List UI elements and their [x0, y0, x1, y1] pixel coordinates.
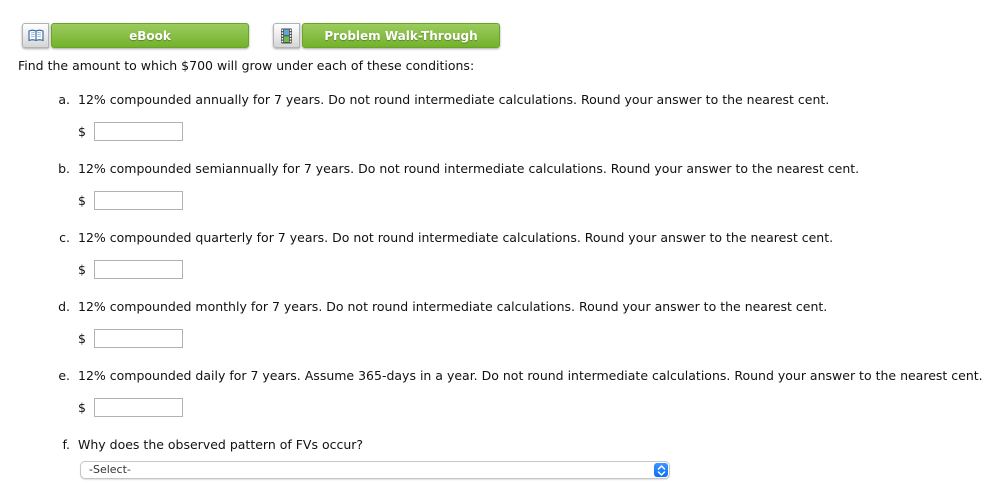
item-text: 12% compounded quarterly for 7 years. Do not round intermediate calculations. Round your answer to the nearest cent.	[78, 230, 834, 245]
dollar-sign: $	[78, 124, 86, 139]
ebook-button[interactable]	[22, 23, 249, 48]
dollar-sign: $	[78, 331, 86, 346]
open-book-icon	[22, 23, 49, 48]
problem-walkthrough-button[interactable]	[273, 23, 500, 48]
item-text: Why does the observed pattern of FVs occur?	[78, 437, 364, 452]
item-letter: a.	[58, 92, 70, 107]
dollar-sign: $	[78, 262, 86, 277]
item-letter: d.	[58, 299, 70, 314]
item-letter: b.	[58, 161, 70, 176]
answer-select-row	[80, 461, 670, 479]
item-text: 12% compounded annually for 7 years. Do not round intermediate calculations. Round your answer to the nearest cent.	[78, 92, 830, 107]
dollar-sign: $	[78, 193, 86, 208]
item-letter: c.	[59, 230, 70, 245]
item-letter: e.	[58, 368, 70, 383]
answer-input-e[interactable]	[94, 398, 183, 417]
toolbar	[22, 23, 1003, 48]
film-strip-icon	[273, 23, 300, 48]
answer-select-f[interactable]	[80, 461, 670, 479]
question-item-a	[55, 92, 1003, 141]
dollar-sign: $	[78, 400, 86, 415]
question-item-c	[55, 230, 1003, 279]
question-item-b	[55, 161, 1003, 210]
question-intro: Find the amount to which $700 will grow under each of these conditions:	[18, 58, 475, 73]
question-item-f	[55, 437, 1003, 479]
question-item-e	[55, 368, 1003, 417]
problem-walkthrough-button-label: Problem Walk-Through	[302, 23, 500, 48]
item-text: 12% compounded daily for 7 years. Assume 365-days in a year. Do not round intermediate calculations. Round your answer to the nearest cent.	[78, 368, 983, 383]
answer-input-c[interactable]	[94, 260, 183, 279]
answer-input-b[interactable]	[94, 191, 183, 210]
question-item-d	[55, 299, 1003, 348]
answer-input-a[interactable]	[94, 122, 183, 141]
question-items	[55, 92, 1003, 479]
ebook-button-label: eBook	[51, 23, 249, 48]
answer-input-d[interactable]	[94, 329, 183, 348]
item-letter: f.	[62, 437, 70, 452]
item-text: 12% compounded monthly for 7 years. Do not round intermediate calculations. Round your answer to the nearest cent.	[78, 299, 828, 314]
item-text: 12% compounded semiannually for 7 years. Do not round intermediate calculations. Round your answer to the nearest cent.	[78, 161, 860, 176]
